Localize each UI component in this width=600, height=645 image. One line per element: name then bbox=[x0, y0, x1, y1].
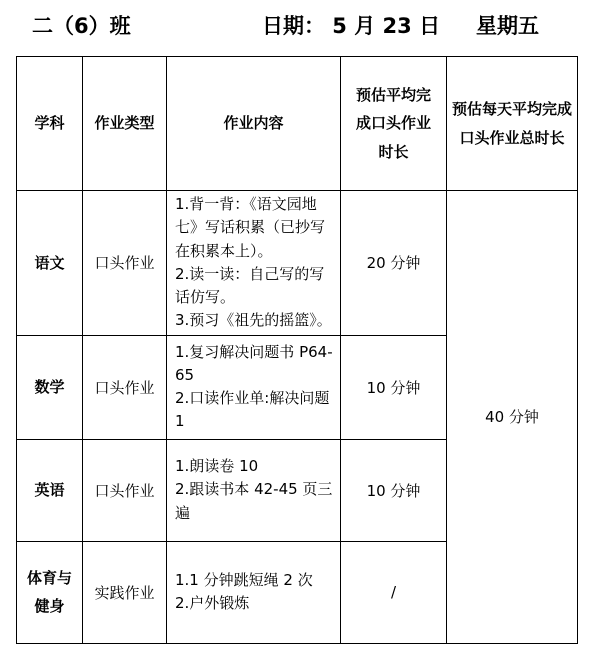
content-line: 2.口读作业单:解决问题 1 bbox=[175, 389, 330, 431]
col-header-total-duration: 预估每天平均完成口头作业总时长 bbox=[447, 57, 578, 191]
type-cell: 实践作业 bbox=[83, 541, 167, 643]
date-label: 日期： 5 月 23 日 bbox=[262, 14, 441, 38]
type-cell: 口头作业 bbox=[83, 439, 167, 541]
duration-cell: 20 分钟 bbox=[341, 191, 447, 336]
content-line: 2.读一读：自己写的写话仿写。 bbox=[175, 264, 325, 306]
content-line: 3.预习《祖先的摇篮》。 bbox=[175, 311, 332, 330]
content-cell bbox=[167, 439, 341, 541]
content-cell bbox=[167, 541, 341, 643]
col-header-content: 作业内容 bbox=[167, 57, 341, 191]
col-header-type: 作业类型 bbox=[83, 57, 167, 191]
content-cell bbox=[167, 335, 341, 439]
type-cell: 口头作业 bbox=[83, 191, 167, 336]
weekday-label: 星期五 bbox=[476, 14, 539, 38]
duration-cell: 10 分钟 bbox=[341, 335, 447, 439]
duration-cell: / bbox=[341, 541, 447, 643]
total-duration-cell: 40 分钟 bbox=[447, 191, 578, 644]
content-cell bbox=[167, 191, 341, 336]
content-line: 1.朗读卷 10 bbox=[175, 457, 259, 476]
table-header-row bbox=[17, 57, 578, 191]
subject-cell: 英语 bbox=[17, 439, 83, 541]
col-header-avg-duration: 预估平均完成口头作业时长 bbox=[341, 57, 447, 191]
subject-cell: 语文 bbox=[17, 191, 83, 336]
content-line: 1.背一背：《语文园地七》写话积累（已抄写在积累本上）。 bbox=[175, 195, 326, 260]
homework-table bbox=[16, 56, 578, 644]
content-line: 1.1 分钟跳短绳 2 次 bbox=[175, 570, 313, 589]
content-line: 2.户外锻炼 bbox=[175, 594, 250, 612]
title-bar bbox=[0, 0, 600, 50]
type-cell: 口头作业 bbox=[83, 335, 167, 439]
subject-cell: 体育与健身 bbox=[17, 541, 83, 643]
content-line: 1.复习解决问题书 P64-65 bbox=[175, 342, 333, 384]
col-header-subject: 学科 bbox=[17, 57, 83, 191]
subject-cell: 数学 bbox=[17, 335, 83, 439]
table-row bbox=[17, 191, 578, 336]
content-line: 2.跟读书本 42-45 页三遍 bbox=[175, 480, 333, 522]
class-label: 二（6）班 bbox=[32, 14, 131, 38]
duration-cell: 10 分钟 bbox=[341, 439, 447, 541]
